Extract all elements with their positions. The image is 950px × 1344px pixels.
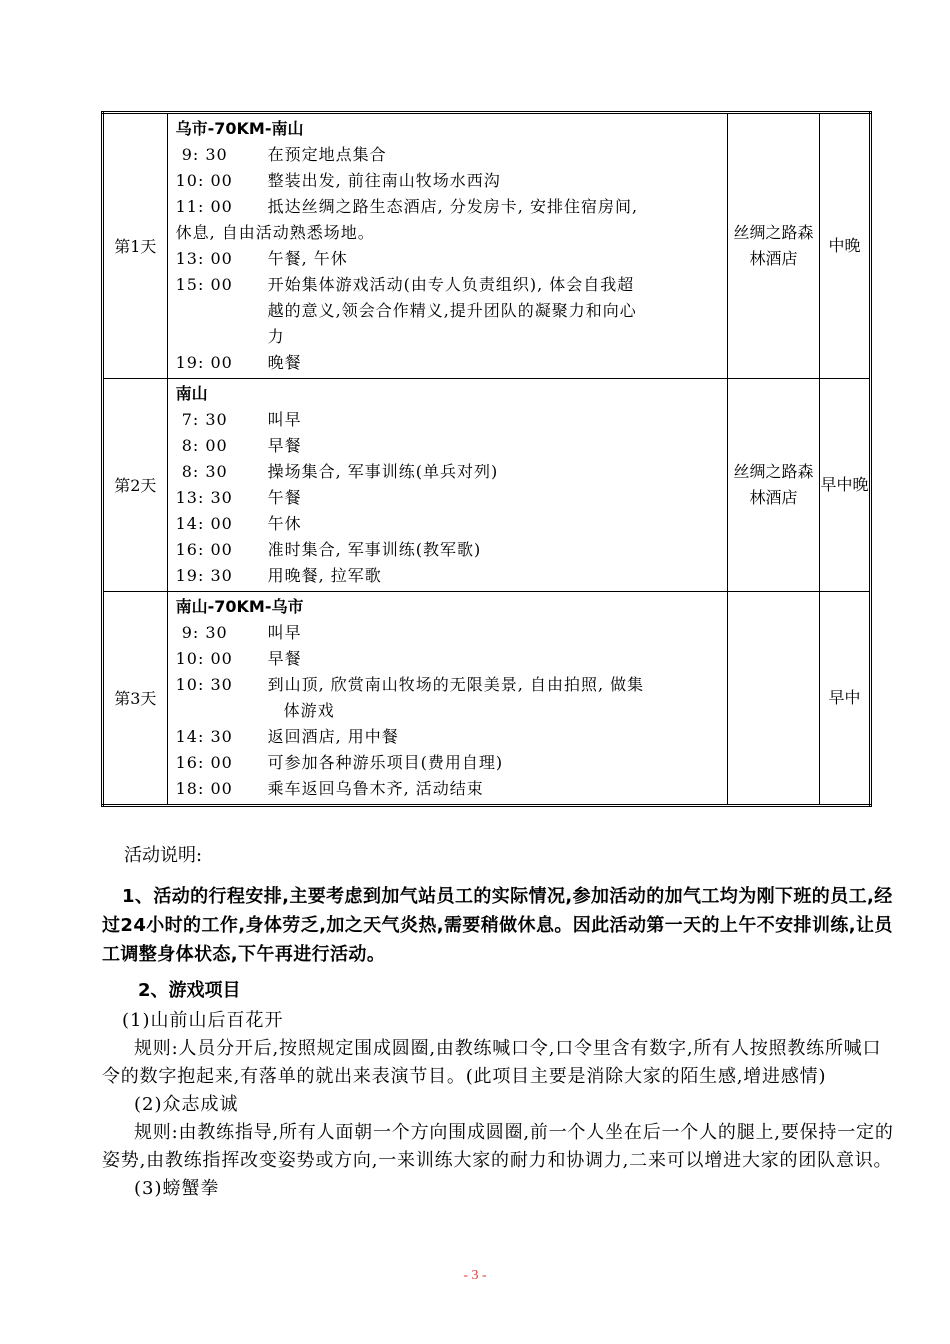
schedule-continuation: 休息, 自由活动熟悉场地。 [175,223,375,242]
hotel-cell: 丝绸之路森林酒店 [728,113,820,379]
schedule-cell [167,379,728,592]
schedule-item: 18: 00 乘车返回乌鲁木齐, 活动结束 [175,779,484,798]
schedule-item: 14: 00 午休 [175,514,302,533]
hotel-cell [728,592,820,806]
notes-paragraph: 1、活动的行程安排,主要考虑到加气站员工的实际情况,参加活动的加气工均为刚下班的员工,经过24小时的工作,身体劳乏,加之天气炎热,需要稍做休息。因此活动第一天的上午不安排训练,让员工调整身体状态,下午再进行活动。 [102,886,893,965]
schedule-continuation: 越的意义,领会合作精义,提升团队的凝聚力和向心 [267,301,637,320]
table-row [103,592,871,806]
schedule-item: 16: 00 可参加各种游乐项目(费用自理) [175,753,504,772]
schedule-item: 13: 30 午餐 [175,488,302,507]
hotel-cell: 丝绸之路森林酒店 [728,379,820,592]
game-rule: 规则:人员分开后,按照规定围成圆圈,由教练喊口令,口令里含有数字,所有人按照教练所喊口令的数字抱起来,有落单的就出来表演节目。(此项目主要是消除大家的陌生感,增进感情) [102,1038,882,1087]
game-rule: 规则:由教练指导,所有人面朝一个方向围成圆圈,前一个人坐在后一个人的腿上,要保持一定的姿势,由教练指挥改变姿势或方向,一来训练大家的耐力和协调力,二来可以增进大家的团队意识。 [102,1122,894,1171]
game-title: (2)众志成诚 [134,1094,239,1115]
route-title: 乌市-70KM-南山 [175,119,304,138]
schedule-item: 10: 00 早餐 [175,649,302,668]
schedule-item: 9: 30 在预定地点集合 [175,145,387,164]
schedule-item: 11: 00 抵达丝绸之路生态酒店, 分发房卡, 安排住宿房间, [175,197,639,216]
games-heading: 2、游戏项目 [138,980,241,1001]
route-title: 南山-70KM-乌市 [175,597,304,616]
schedule-item: 7: 30 叫早 [175,410,302,429]
game-title: (3)螃蟹拳 [134,1178,220,1199]
schedule-continuation: 力 [267,327,285,346]
itinerary-table [101,111,872,807]
meals-cell: 早中晚 [819,379,870,592]
meals-cell: 中晚 [819,113,870,379]
schedule-item: 9: 30 叫早 [175,623,302,642]
schedule-cell [167,113,728,379]
schedule-item: 10: 30 到山顶, 欣赏南山牧场的无限美景, 自由拍照, 做集 [175,675,645,694]
schedule-item: 16: 00 准时集合, 军事训练(教军歌) [175,540,482,559]
day-cell: 第3天 [103,592,168,806]
schedule-item: 8: 30 操场集合, 军事训练(单兵对列) [175,462,499,481]
schedule-cell [167,592,728,806]
schedule-item: 13: 00 午餐, 午休 [175,249,348,268]
game-title: (1)山前山后百花开 [122,1010,284,1031]
schedule-item: 19: 30 用晚餐, 拉军歌 [175,566,382,585]
schedule-item: 19: 00 晚餐 [175,353,302,372]
schedule-item: 10: 00 整装出发, 前往南山牧场水西沟 [175,171,501,190]
page-number: - 3 - [463,1268,487,1283]
table-row [103,379,871,592]
day-cell: 第2天 [103,379,168,592]
meals-cell: 早中 [819,592,870,806]
route-title: 南山 [175,384,208,403]
schedule-item: 14: 30 返回酒店, 用中餐 [175,727,399,746]
notes-heading: 活动说明: [124,845,203,866]
schedule-item: 15: 00 开始集体游戏活动(由专人负责组织), 体会自我超 [175,275,635,294]
schedule-continuation: 体游戏 [283,701,335,720]
day-cell: 第1天 [103,113,168,379]
activity-notes [102,842,894,1203]
schedule-item: 8: 00 早餐 [175,436,302,455]
table-row [103,113,871,379]
